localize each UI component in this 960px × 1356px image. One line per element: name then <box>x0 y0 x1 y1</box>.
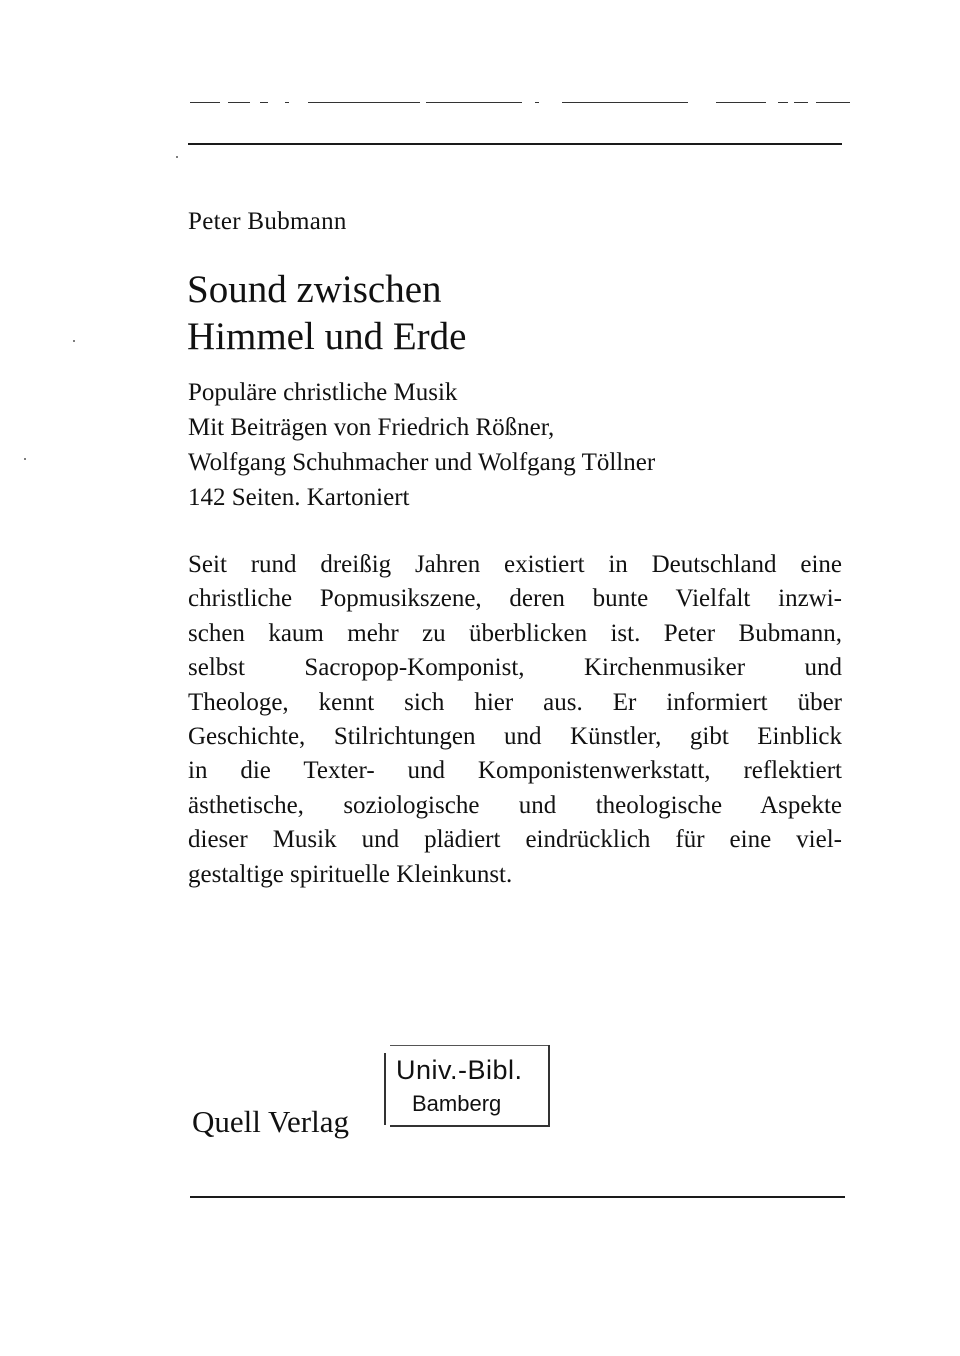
top-rule <box>188 143 842 145</box>
description-line: schen kaum mehr zu überblicken ist. Peter Bubmann, <box>188 619 842 647</box>
book-title-line: Sound zwischen <box>187 268 442 311</box>
book-title <box>187 266 466 360</box>
description-line: Seit rund dreißig Jahren existiert in Deutschland eine <box>188 551 842 578</box>
description-line: Geschichte, Stilrichtungen und Künstler, gibt Einblick <box>188 722 842 750</box>
book-description <box>188 548 842 892</box>
book-contributors: Mit Beiträgen von Friedrich Rößner, <box>188 414 555 441</box>
description-line: christliche Popmusikszene, deren bunte Vielfalt inzwi- <box>188 585 842 613</box>
book-author: Peter Bubmann <box>188 208 347 235</box>
stamp-line-library: Univ.-Bibl. <box>396 1055 523 1085</box>
publisher-name: Quell Verlag <box>192 1104 349 1139</box>
book-details <box>188 375 655 515</box>
scan-speck <box>73 340 75 342</box>
description-line: Theologe, kennt sich hier aus. Er informiert über <box>188 688 842 716</box>
book-format: 142 Seiten. Kartoniert <box>188 484 410 511</box>
description-line: dieser Musik und plädiert eindrücklich für eine viel- <box>188 826 842 854</box>
book-subtitle: Populäre christliche Musik <box>188 379 458 406</box>
book-title-line: Himmel und Erde <box>187 315 467 358</box>
library-stamp <box>384 1045 550 1127</box>
description-line: ästhetische, soziologische und theologische Aspekte <box>188 791 842 819</box>
description-line: in die Texter- und Komponistenwerkstatt, reflektiert <box>188 757 842 785</box>
stamp-line-city: Bamberg <box>412 1091 502 1116</box>
book-contributors: Wolfgang Schuhmacher und Wolfgang Töllner <box>188 449 656 476</box>
top-dashed-rule <box>190 102 850 106</box>
scan-speck <box>176 156 178 158</box>
scan-speck <box>24 458 26 460</box>
description-line: gestaltige spirituelle Kleinkunst. <box>188 860 513 888</box>
description-line: selbst Sacropop-Komponist, Kirchenmusiker und <box>188 654 842 682</box>
bottom-rule <box>190 1196 845 1198</box>
